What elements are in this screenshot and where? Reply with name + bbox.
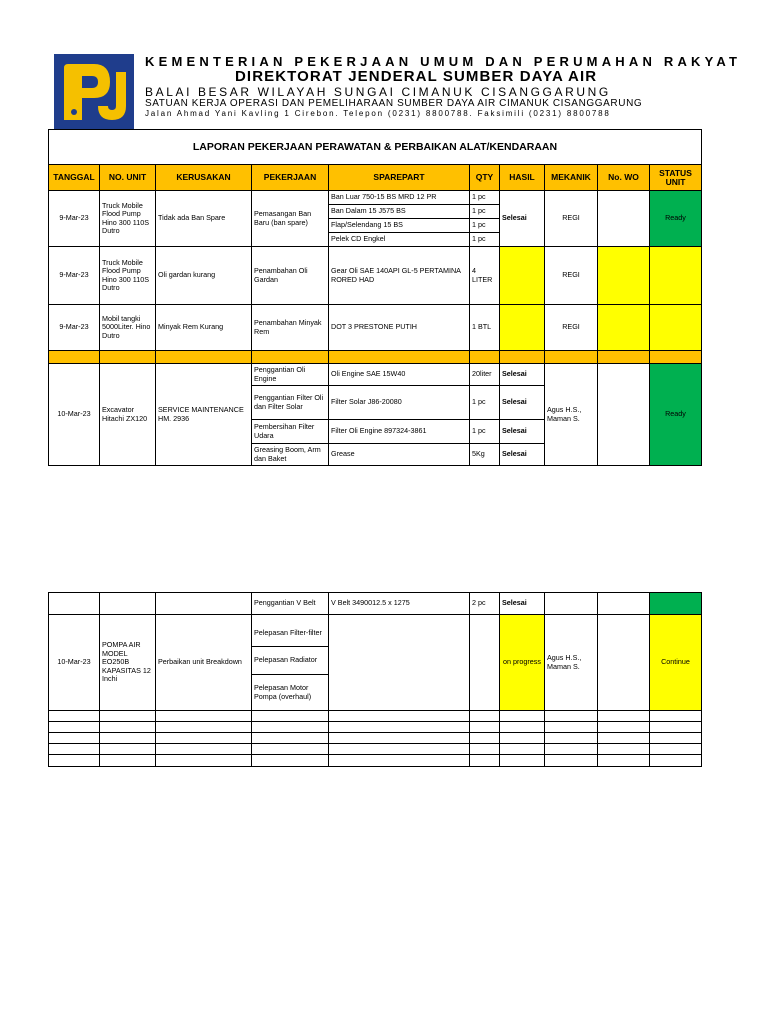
col-sparepart: SPAREPART <box>329 165 470 191</box>
cell-sparepart <box>329 615 470 711</box>
cell-qty: 4 LITER <box>470 247 500 305</box>
cell-status: Ready <box>650 364 702 466</box>
col-qty: QTY <box>470 165 500 191</box>
cell-mekanik <box>545 593 598 615</box>
col-mekanik: MEKANIK <box>545 165 598 191</box>
cell-no-wo <box>598 305 650 351</box>
cell-hasil <box>500 247 545 305</box>
col-tanggal: TANGGAL <box>49 165 100 191</box>
cell-sparepart: Flap/Selendang 15 BS <box>329 219 470 233</box>
cell-pekerjaan: Pemasangan Ban Baru (ban spare) <box>252 191 329 247</box>
cell-qty: 2 pc <box>470 593 500 615</box>
cell-qty <box>470 615 500 711</box>
cell-status <box>650 305 702 351</box>
cell-kerusakan <box>156 593 252 615</box>
cell-kerusakan: SERVICE MAINTENANCE HM. 2936 <box>156 364 252 466</box>
cell-hasil: Selesai <box>500 386 545 420</box>
cell-pekerjaan: Penggantian Filter Oli dan Filter Solar <box>252 386 329 420</box>
cell-pekerjaan: Penggantian V Belt <box>252 593 329 615</box>
letterhead <box>0 0 768 128</box>
cell-unit: Truck Mobile Flood Pump Hino 300 110S Dutro <box>100 191 156 247</box>
empty-row <box>49 744 702 755</box>
table-row <box>49 305 702 351</box>
cell-pekerjaan: Pembersihan Filter Udara <box>252 420 329 444</box>
office-name: BALAI BESAR WILAYAH SUNGAI CIMANUK CISANGGARUNG <box>145 85 611 99</box>
cell-status <box>650 593 702 615</box>
cell-no-wo <box>598 593 650 615</box>
report-title-box <box>48 129 702 165</box>
pupr-logo-icon <box>54 54 134 130</box>
cell-qty: 20liter <box>470 364 500 386</box>
table-row <box>49 593 702 615</box>
cell-status: Continue <box>650 615 702 711</box>
cell-sparepart: Filter Oli Engine 897324-3861 <box>329 420 470 444</box>
cell-tanggal: 9-Mar-23 <box>49 247 100 305</box>
col-no-wo: No. WO <box>598 165 650 191</box>
cell-qty: 1 pc <box>470 205 500 219</box>
cell-qty: 1 BTL <box>470 305 500 351</box>
cell-kerusakan: Minyak Rem Kurang <box>156 305 252 351</box>
empty-row <box>49 722 702 733</box>
cell-pekerjaan: Pelepasan Radiator <box>252 647 329 675</box>
cell-sparepart: Grease <box>329 444 470 466</box>
cell-unit: Excavator Hitachi ZX120 <box>100 364 156 466</box>
col-pekerjaan: PEKERJAAN <box>252 165 329 191</box>
cell-tanggal: 10-Mar-23 <box>49 364 100 466</box>
cell-no-wo <box>598 191 650 247</box>
cell-tanggal: 9-Mar-23 <box>49 191 100 247</box>
ministry-name: KEMENTERIAN PEKERJAAN UMUM DAN PERUMAHAN RAKYAT <box>145 54 742 69</box>
cell-unit: Mobil tangki 5000Liter. Hino Dutro <box>100 305 156 351</box>
cell-sparepart: Filter Solar J86-20080 <box>329 386 470 420</box>
cell-no-wo <box>598 615 650 711</box>
cell-kerusakan: Perbaikan unit Breakdown <box>156 615 252 711</box>
cell-mekanik: Agus H.S., Maman S. <box>545 364 598 466</box>
cell-hasil: Selesai <box>500 593 545 615</box>
cell-hasil: Selesai <box>500 420 545 444</box>
directorate-name: DIREKTORAT JENDERAL SUMBER DAYA AIR <box>235 68 598 85</box>
cell-sparepart: Ban Luar 750-15 BS MRD 12 PR <box>329 191 470 205</box>
cell-sparepart: Oli Engine SAE 15W40 <box>329 364 470 386</box>
table-row <box>49 247 702 305</box>
cell-hasil: Selesai <box>500 364 545 386</box>
cell-hasil: Selesai <box>500 191 545 247</box>
col-no-unit: NO. UNIT <box>100 165 156 191</box>
cell-sparepart: DOT 3 PRESTONE PUTIH <box>329 305 470 351</box>
cell-pekerjaan: Penambahan Oli Gardan <box>252 247 329 305</box>
col-kerusakan: KERUSAKAN <box>156 165 252 191</box>
cell-status: Ready <box>650 191 702 247</box>
cell-pekerjaan: Pelepasan Filter-filter <box>252 615 329 647</box>
cell-sparepart: Pelek CD Engkel <box>329 233 470 247</box>
cell-mekanik: REGI <box>545 247 598 305</box>
cell-sparepart: Gear Oli SAE 140API GL-5 PERTAMINA RORED HAD <box>329 247 470 305</box>
cell-mekanik: REGI <box>545 305 598 351</box>
cell-hasil <box>500 305 545 351</box>
col-hasil: HASIL <box>500 165 545 191</box>
cell-no-wo <box>598 364 650 466</box>
cell-pekerjaan: Pelepasan Motor Pompa (overhaul) <box>252 675 329 711</box>
cell-unit: Truck Mobile Flood Pump Hino 300 110S Dutro <box>100 247 156 305</box>
empty-row <box>49 711 702 722</box>
cell-mekanik: Agus H.S., Maman S. <box>545 615 598 711</box>
table-header-row <box>49 165 702 191</box>
cell-sparepart: V Belt 3490012.5 x 1275 <box>329 593 470 615</box>
cell-pekerjaan: Penambahan Minyak Rem <box>252 305 329 351</box>
empty-row <box>49 755 702 767</box>
maintenance-table <box>48 164 702 466</box>
cell-no-wo <box>598 247 650 305</box>
maintenance-table-continued <box>48 592 702 767</box>
table-row <box>49 364 702 386</box>
cell-sparepart: Ban Dalam 15 J575 BS <box>329 205 470 219</box>
cell-pekerjaan: Penggantian Oli Engine <box>252 364 329 386</box>
cell-qty: 1 pc <box>470 386 500 420</box>
cell-tanggal: 10-Mar-23 <box>49 615 100 711</box>
cell-qty: 1 pc <box>470 233 500 247</box>
cell-qty: 1 pc <box>470 420 500 444</box>
separator-row <box>49 351 702 364</box>
empty-row <box>49 733 702 744</box>
col-status-unit: STATUS UNIT <box>650 165 702 191</box>
cell-hasil: Selesai <box>500 444 545 466</box>
table-row <box>49 191 702 205</box>
cell-kerusakan: Tidak ada Ban Spare <box>156 191 252 247</box>
report-title: LAPORAN PEKERJAAN PERAWATAN & PERBAIKAN ALAT/KENDARAAN <box>192 141 558 153</box>
unit-name: SATUAN KERJA OPERASI DAN PEMELIHARAAN SUMBER DAYA AIR CIMANUK CISANGGARUNG <box>145 98 643 109</box>
office-address: Jalan Ahmad Yani Kavling 1 Cirebon. Telepon (0231) 8800788. Faksimili (0231) 8800788 <box>145 109 611 118</box>
cell-tanggal: 9-Mar-23 <box>49 305 100 351</box>
cell-qty: 5Kg <box>470 444 500 466</box>
cell-unit <box>100 593 156 615</box>
cell-pekerjaan: Greasing Boom, Arm dan Baket <box>252 444 329 466</box>
cell-tanggal <box>49 593 100 615</box>
cell-mekanik: REGI <box>545 191 598 247</box>
table-row <box>49 615 702 647</box>
cell-hasil: on progress <box>500 615 545 711</box>
cell-kerusakan: Oli gardan kurang <box>156 247 252 305</box>
cell-status <box>650 247 702 305</box>
cell-qty: 1 pc <box>470 219 500 233</box>
cell-unit: POMPA AIR MODEL EO250B KAPASITAS 12 Inchi <box>100 615 156 711</box>
cell-qty: 1 pc <box>470 191 500 205</box>
